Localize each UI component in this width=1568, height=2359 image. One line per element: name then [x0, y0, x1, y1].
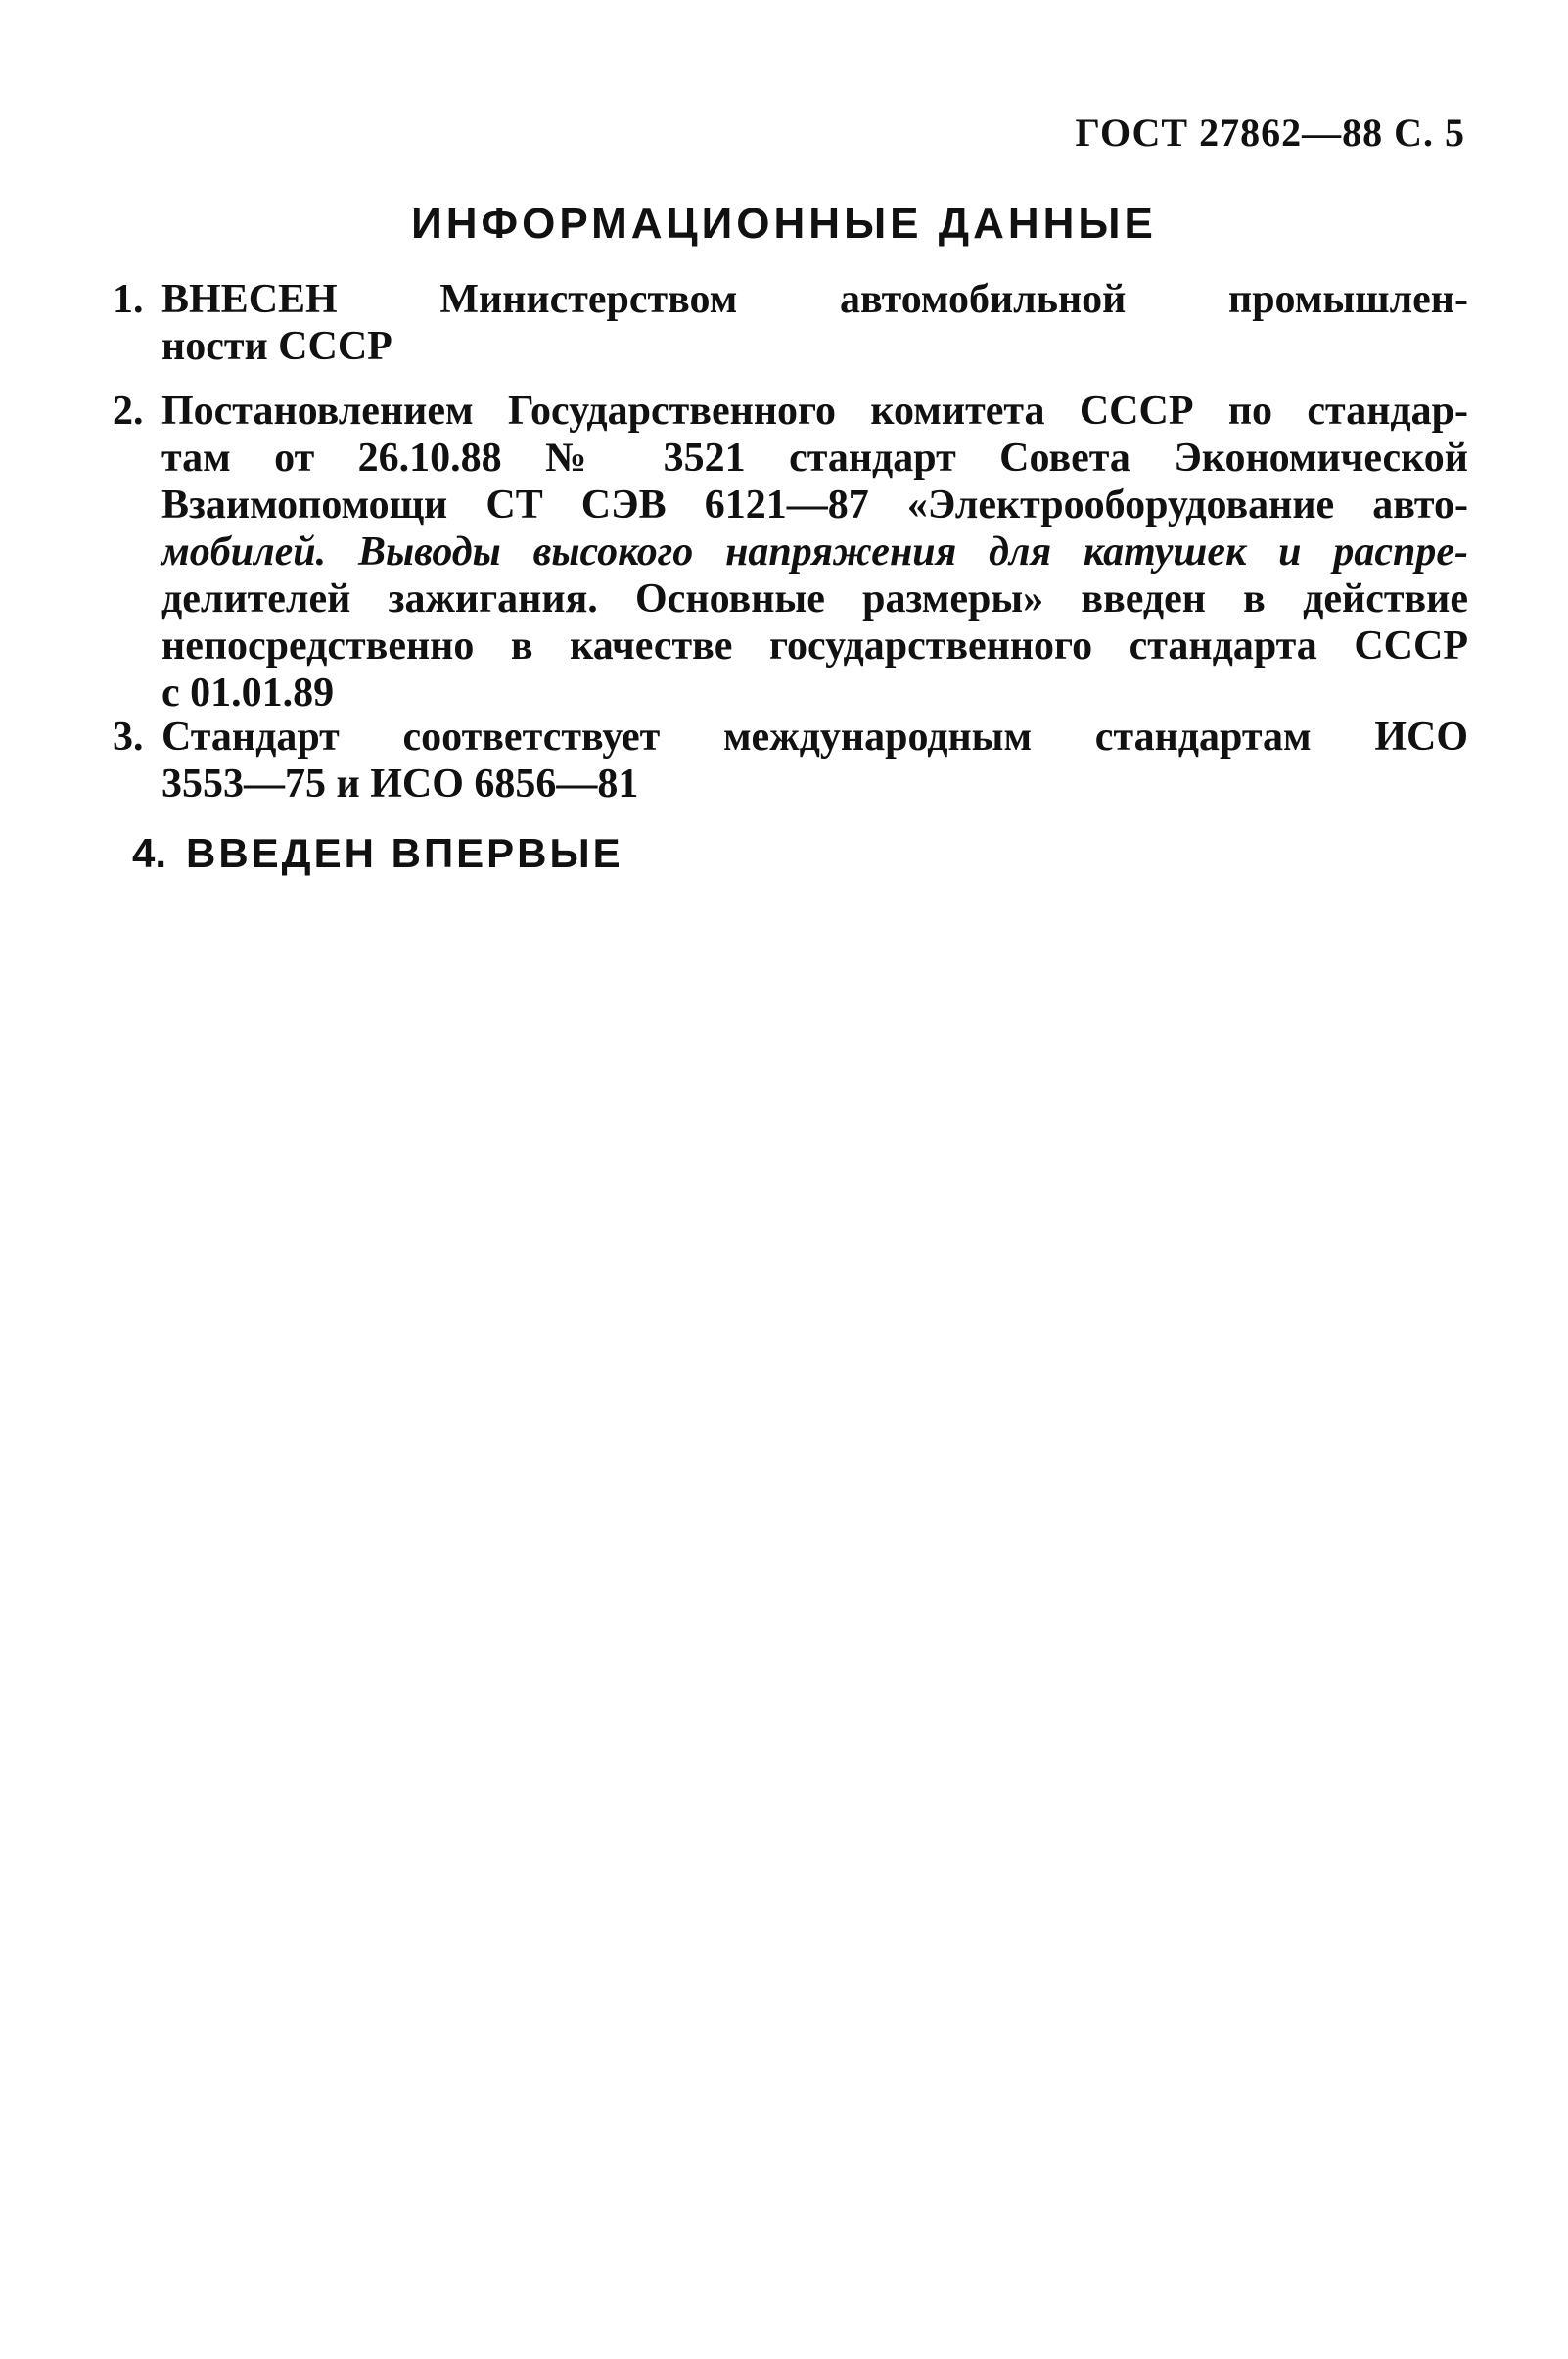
item-line: Взаимопомощи СТ СЭВ 6121—87 «Электрооборудование авто-: [161, 483, 1468, 528]
list-item-3: [113, 714, 1468, 808]
item-number: 1.: [113, 277, 144, 322]
item-line: ности СССР: [161, 324, 392, 369]
item-line: ВНЕСЕН Министерством автомобильной промышлен-: [161, 277, 1468, 322]
item-line: ВВЕДЕН ВПЕРВЫЕ: [186, 830, 623, 876]
item-line: непосредственно в качестве государственного стандарта СССР: [161, 624, 1468, 669]
item-line: там от 26.10.88 № 3521 стандарт Совета Экономической: [161, 436, 1468, 481]
item-number: 3.: [113, 715, 144, 760]
item-line: делителей зажигания. Основные размеры» введен в действие: [161, 577, 1468, 622]
item-line: Постановлением Государственного комитета СССР по стандар-: [161, 389, 1468, 434]
page-title: ИНФОРМАЦИОННЫЕ ДАННЫЕ: [411, 200, 1157, 248]
item-number: 2.: [113, 389, 144, 434]
list-item-4: [132, 830, 1493, 877]
list-item-2: [113, 388, 1468, 717]
item-line: 3553—75 и ИСО 6856—81: [161, 762, 639, 807]
running-head: ГОСТ 27862—88 С. 5: [1075, 111, 1465, 155]
item-line: с 01.01.89: [161, 671, 335, 716]
list-item-1: [113, 276, 1468, 370]
item-number: 4.: [132, 830, 167, 876]
item-line: мобилей. Выводы высокого напряжения для катушек и распре-: [161, 530, 1468, 575]
item-line: Стандарт соответствует международным стандартам ИСО: [161, 715, 1468, 760]
